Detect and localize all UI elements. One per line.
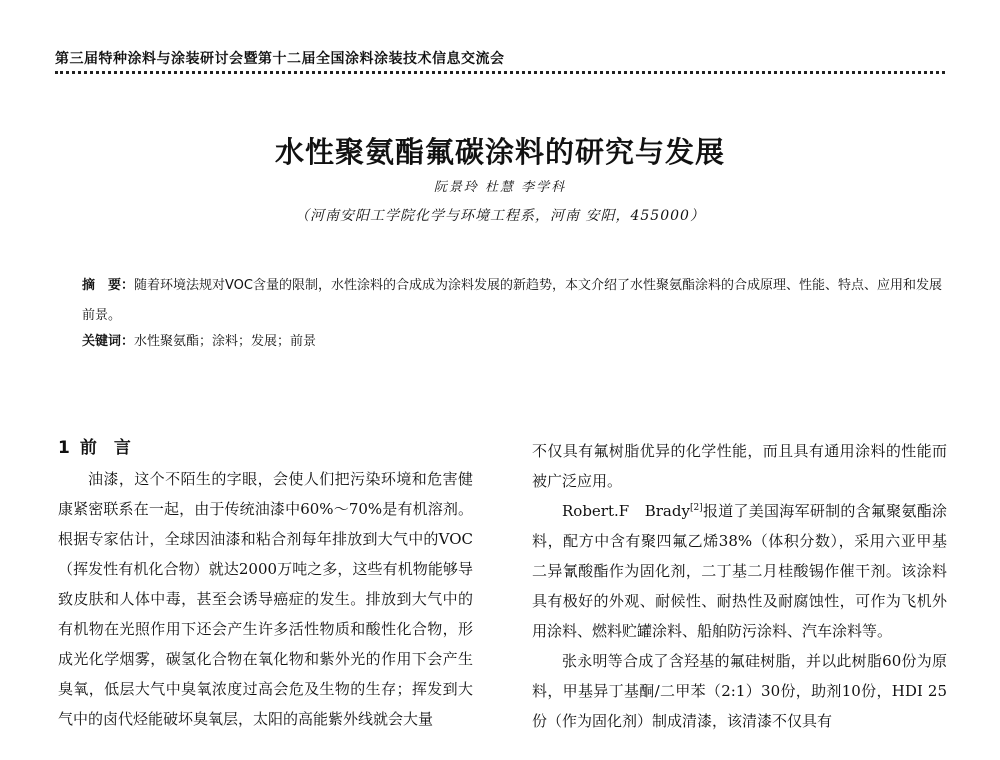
section-title: 前 言 [79,438,131,458]
citation-author: Robert.F Brady [562,502,690,520]
right-paragraph-2 [532,496,947,646]
citation-ref: [2] [689,503,703,513]
abstract-block [82,271,942,331]
abstract-text: 随着环境法规对VOC含量的限制，水性涂料的合成成为涂料发展的新趋势，本文介绍了水性聚氨酯涂料的合成原理、性能、特点、应用和发展前景。 [82,278,942,323]
right-paragraph-1: 不仅具有氟树脂优异的化学性能，而且具有通用涂料的性能而被广泛应用。 [532,442,947,490]
keywords-block [82,332,942,352]
keywords-label: 关键词： [82,334,135,349]
paper-affiliation: （河南安阳工学院化学与环境工程系，河南 安阳，455000） [295,208,705,224]
keywords-text: 水性聚氨酯；涂料；发展；前景 [134,334,317,349]
abstract-label: 摘 要： [82,278,135,293]
section-number: 1 [58,438,70,458]
paper-authors: 阮景玲 杜慧 李学科 [433,180,567,195]
header-dotted-rule [55,71,945,74]
right-column [532,436,947,736]
section-heading [58,436,473,460]
conference-header: 第三届特种涂料与涂装研讨会暨第十二届全国涂料涂装技术信息交流会 [55,51,505,67]
right-paragraph-2-text: 报道了美国海军研制的含氟聚氨酯涂料，配方中含有聚四氟乙烯38%（体积分数），采用六亚甲基二异氰酸酯作为固化剂，二丁基二月桂酸锡作催干剂。该涂料具有极好的外观、耐候性、耐热性及耐腐蚀性，可作为飞机外用涂料、燃料贮罐涂料、船舶防污涂料、汽车涂料等。 [532,502,947,640]
paper-title: 水性聚氨酯氟碳涂料的研究与发展 [274,135,725,169]
intro-paragraph: 油漆，这个不陌生的字眼，会使人们把污染环境和危害健康紧密联系在一起，由于传统油漆中60%～70%是有机溶剂。根据专家估计，全球因油漆和粘合剂每年排放到大气中的VOC（挥发性有机化合物）就达2000万吨之多，这些有机物能够导致皮肤和人体中毒，甚至会诱导癌症的发生。排放到大气中的有机物在光照作用下还会产生许多活性物质和酸性化合物，形成光化学烟雾，碳氢化合物在氧化物和紫外光的作用下会产生臭氧，低层大气中臭氧浓度过高会危及生物的生存；挥发到大气中的卤代烃能破坏臭氧层，太阳的高能紫外线就会大量 [58,470,473,728]
right-paragraph-3: 张永明等合成了含羟基的氟硅树脂，并以此树脂60份为原料，甲基异丁基酮/二甲苯（2:1）30份，助剂10份，HDI 25份（作为固化剂）制成清漆，该清漆不仅具有 [532,652,947,730]
left-column [58,436,473,734]
